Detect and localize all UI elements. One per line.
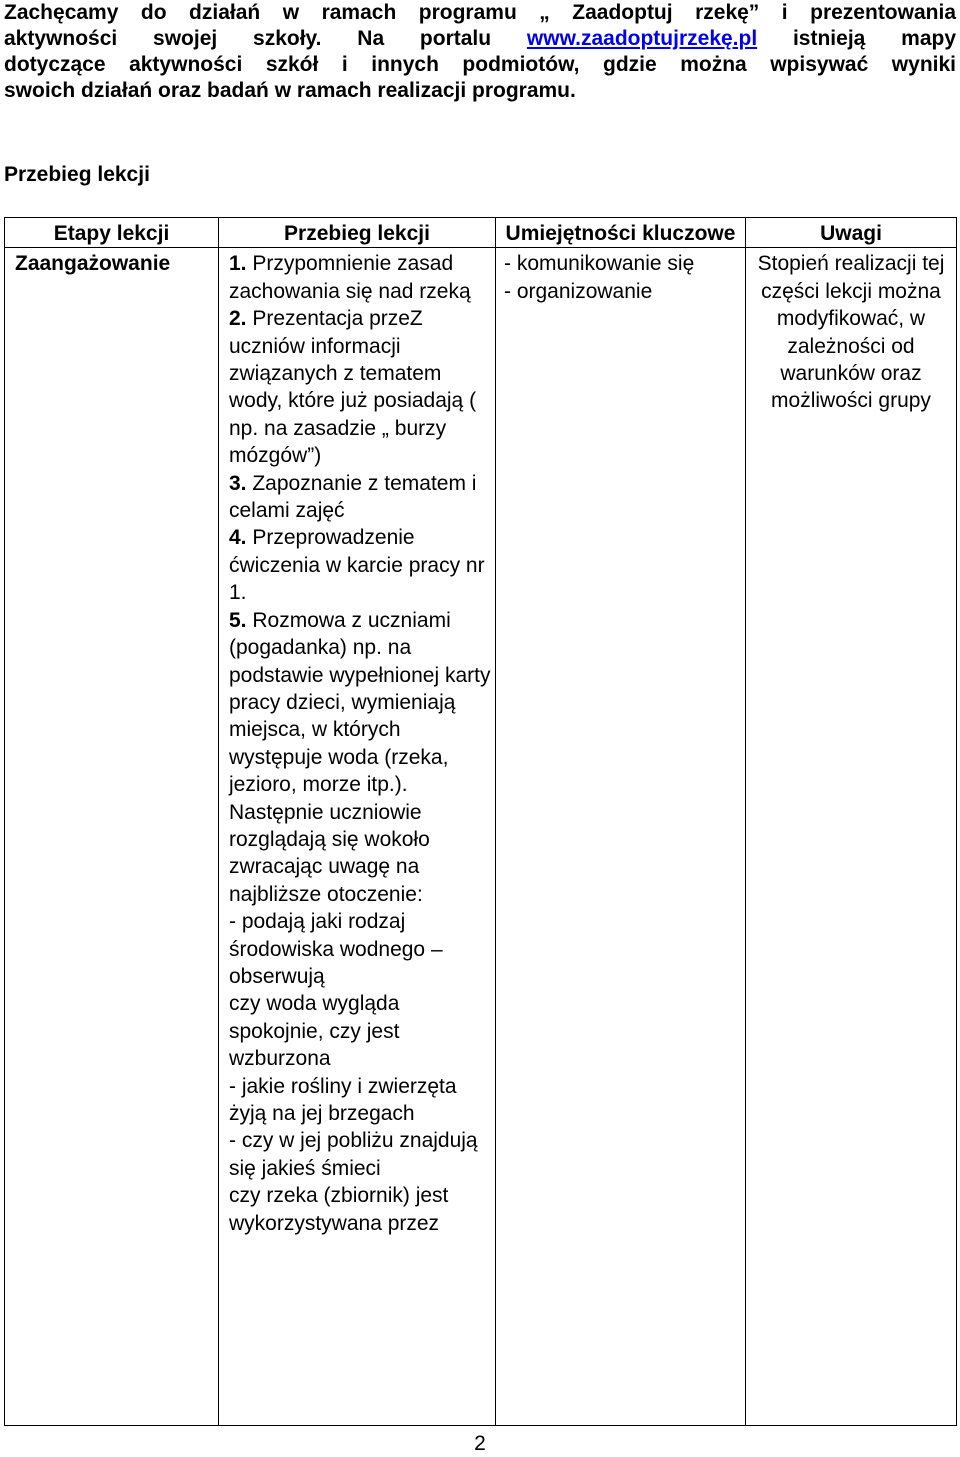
portal-link[interactable]: www.zaadoptujrzekę.pl (526, 27, 758, 50)
step-5: 5. Rozmowa z uczniami (pogadanka) np. na podstawie wypełnionej karty pracy dzieci, wymieniają miejsca, w których występuje woda (rzeka, jezioro, morze itp.). Następnie uczniowie rozglądają się wokoło zwracając uwagę na najbliższe otoczenie: (229, 608, 491, 906)
step-5-bullet-5: czy rzeka (zbiornik) jest wykorzystywana przez (229, 1184, 449, 1235)
header-skills: Umiejętności kluczowe (496, 218, 746, 248)
steps-cell (219, 248, 496, 1426)
section-title: Przebieg lekcji (4, 163, 150, 186)
skill-item: - organizowanie (504, 279, 653, 303)
intro-line-2-prefix: aktywności swojej szkoły. Na portalu (4, 27, 527, 50)
step-3: 3. Zapoznanie z tematem i celami zajęć (229, 471, 477, 523)
intro-line-1: Zachęcamy do działań w ramach programu „ Zaadoptuj rzekę” i prezentowania (4, 1, 956, 24)
step-5-bullet-3: - jakie rośliny i zwierzęta żyją na jej brzegach (229, 1074, 457, 1125)
header-notes: Uwagi (746, 218, 957, 248)
skill-item: - komunikowanie się (504, 252, 695, 276)
intro-line-2 (4, 26, 956, 52)
step-1: 1. Przypomnienie zasad zachowania się nad rzeką (229, 252, 471, 303)
header-stages: Etapy lekcji (5, 218, 219, 248)
skills-cell (496, 248, 746, 1426)
header-course: Przebieg lekcji (219, 218, 496, 248)
lesson-table (4, 217, 957, 1426)
step-4: 4. Przeprowadzenie ćwiczenia w karcie pracy nr 1. (229, 526, 485, 605)
stage-cell: Zaangażowanie (5, 248, 219, 1426)
page-number: 2 (474, 1432, 486, 1455)
step-5-bullet-4: - czy w jej pobliżu znajdują się jakieś śmieci (229, 1129, 478, 1180)
step-5-bullet-1: - podają jaki rodzaj środowiska wodnego – obserwują (229, 910, 443, 988)
intro-line-2-suffix: istnieją mapy (757, 27, 956, 50)
intro-line-4: swoich działań oraz badań w ramach realizacji programu. (4, 79, 576, 102)
intro-line-3: dotyczące aktywności szkół i innych podmiotów, gdzie można wpisywać wyniki (4, 53, 956, 76)
table-header-row (5, 218, 957, 248)
notes-cell: Stopień realizacji tej części lekcji można modyfikować, w zależności od warunków oraz możliwości grupy (746, 248, 957, 1426)
step-5-bullet-2: czy woda wygląda spokojnie, czy jest wzburzona (229, 992, 400, 1071)
intro-paragraph (4, 0, 956, 104)
step-2: 2. Prezentacja przeZ uczniów informacji związanych z tematem wody, które już posiadają ( np. na zasadzie „ burzy mózgów”) (229, 307, 477, 468)
table-row (5, 248, 957, 1426)
